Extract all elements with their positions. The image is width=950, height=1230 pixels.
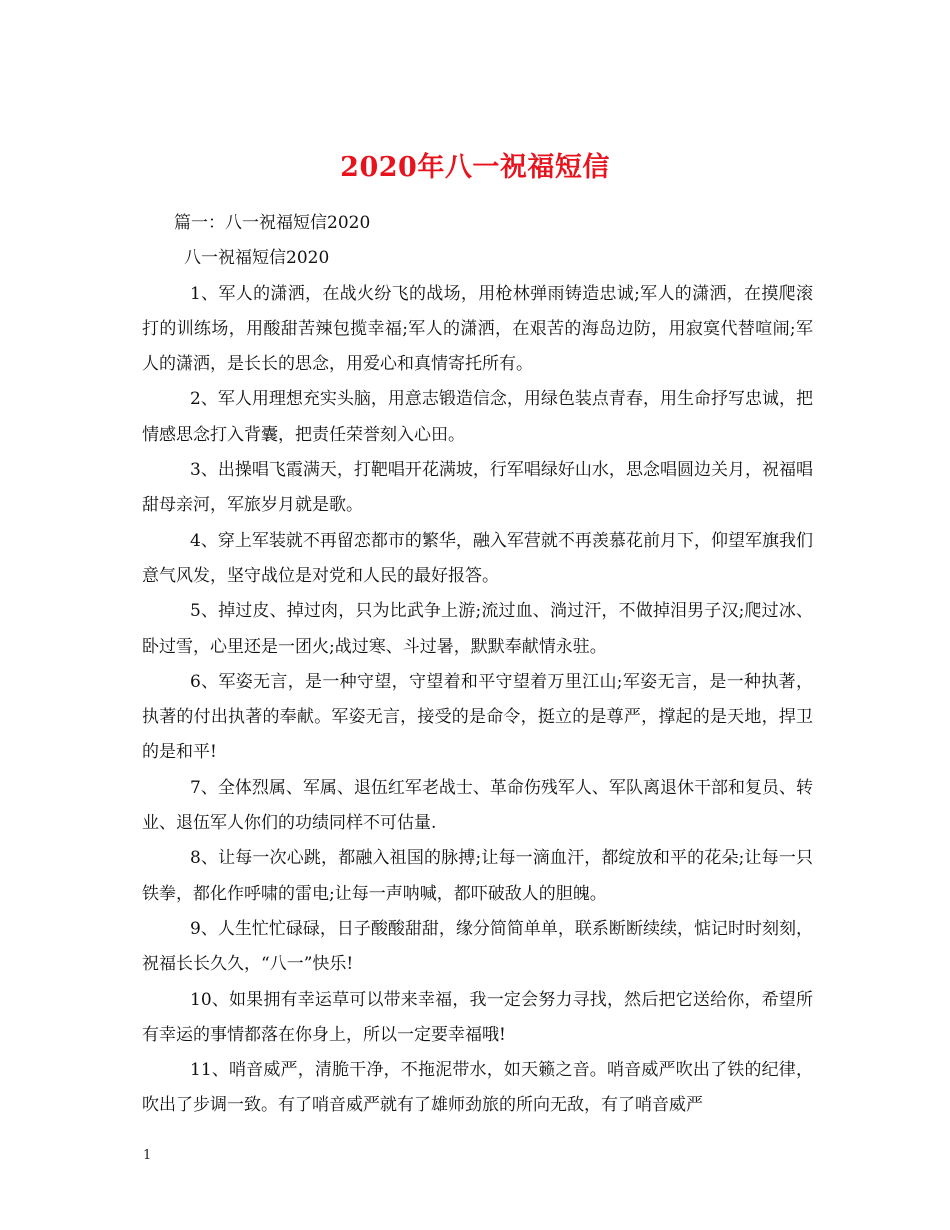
- paragraph: 7、全体烈属、军属、退伍红军老战士、革命伤残军人、军队离退休干部和复员、转业、退伍军人你们的功绩同样不可估量.: [142, 777, 813, 834]
- paragraph: 9、人生忙忙碌碌，日子酸酸甜甜，缘分简简单单，联系断断续续，惦记时时刻刻，祝福长长久久，“八一”快乐!: [142, 918, 813, 975]
- document-body: [142, 206, 813, 1124]
- paragraph: 2、军人用理想充实头脑，用意志锻造信念，用绿色装点青春，用生命抒写忠诚，把情感思念打入背囊，把责任荣誉刻入心田。: [142, 389, 813, 445]
- paragraph: 4、穿上军装就不再留恋都市的繁华，融入军营就不再羡慕花前月下，仰望军旗我们意气风发，坚守战位是对党和人民的最好报答。: [142, 530, 813, 586]
- paragraph: 5、掉过皮、掉过肉，只为比武争上游;流过血、淌过汗，不做掉泪男子汉;爬过冰、卧过雪，心里还是一团火;战过寒、斗过暑，默默奉献情永驻。: [142, 601, 813, 657]
- paragraph: 10、如果拥有幸运草可以带来幸福，我一定会努力寻找，然后把它送给你，希望所有幸运的事情都落在你身上，所以一定要幸福哦!: [142, 989, 813, 1045]
- section-heading: 篇一：八一祝福短信2020: [174, 213, 371, 233]
- paragraph: 8、让每一次心跳，都融入祖国的脉搏;让每一滴血汗，都绽放和平的花朵;让每一只铁拳，都化作呼啸的雷电;让每一声呐喊，都吓破敌人的胆魄。: [142, 848, 813, 904]
- document-title: 2020年八一祝福短信: [340, 152, 610, 184]
- paragraph: 11、哨音威严，清脆干净，不拖泥带水，如天籁之音。哨音威严吹出了铁的纪律，吹出了步调一致。有了哨音威严就有了雄师劲旅的所向无敌，有了哨音威严: [142, 1060, 813, 1116]
- page-number: 1: [143, 1148, 152, 1163]
- paragraph: 1、军人的潇洒，在战火纷飞的战场，用枪林弹雨铸造忠诚;军人的潇洒，在摸爬滚打的训练场，用酸甜苦辣包揽幸福;军人的潇洒，在艰苦的海岛边防，用寂寞代替喧闹;军人的潇洒，是长长的思念，用爱心和真情寄托所有。: [142, 283, 813, 375]
- paragraph: 6、军姿无言，是一种守望，守望着和平守望着万里江山;军姿无言，是一种执著，执著的付出执著的奉献。军姿无言，接受的是命令，挺立的是尊严，撑起的是天地，捍卫的是和平!: [142, 671, 813, 763]
- paragraph: 3、出操唱飞霞满天，打靶唱开花满坡，行军唱绿好山水，思念唱圆边关月，祝福唱甜母亲河，军旅岁月就是歌。: [142, 460, 813, 516]
- sub-heading: 八一祝福短信2020: [184, 248, 330, 269]
